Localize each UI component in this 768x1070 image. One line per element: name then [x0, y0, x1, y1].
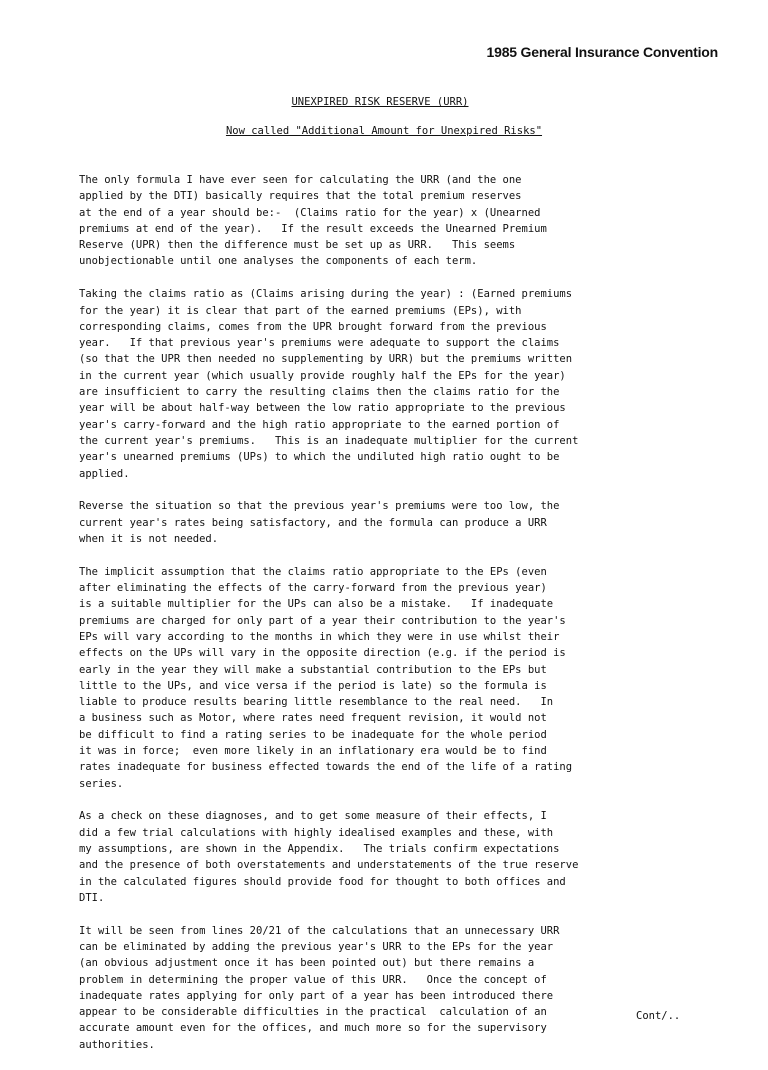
text-line: applied. [79, 467, 130, 480]
continuation-note: Cont/.. [636, 1010, 681, 1022]
convention-header: 1985 General Insurance Convention [486, 44, 718, 60]
text-line: appear to be considerable difficulties in the practical calculation of an [79, 1006, 547, 1019]
text-line: are insufficient to carry the resulting claims then the claims ratio for the [79, 386, 560, 399]
text-line: The implicit assumption that the claims ratio appropriate to the EPs (even [79, 565, 547, 578]
text-line: series. [79, 777, 124, 790]
text-line: applied by the DTI) basically requires that the total premium reserves [79, 190, 522, 203]
text-line: little to the UPs, and vice versa if the period is late) so the formula is [79, 679, 547, 692]
text-line: Reserve (UPR) then the difference must be set up as URR. This seems [79, 239, 516, 252]
text-line: Reverse the situation so that the previous year's premiums were too low, the [79, 500, 560, 513]
text-line: year's unearned premiums (UPs) to which the undiluted high ratio ought to be [79, 451, 560, 464]
text-line: a business such as Motor, where rates need frequent revision, it would not [79, 712, 547, 725]
paragraph [79, 498, 719, 547]
text-line: at the end of a year should be:- (Claims ratio for the year) x (Unearned [79, 206, 541, 219]
text-line: DTI. [79, 891, 105, 904]
document-title: UNEXPIRED RISK RESERVE (URR) [291, 96, 469, 108]
text-line: problem in determining the proper value of this URR. Once the concept of [79, 973, 547, 986]
document-body [79, 172, 719, 1070]
paragraph [79, 808, 719, 906]
text-line: be difficult to find a rating series to be inadequate for the whole period [79, 728, 547, 741]
text-line: (so that the UPR then needed no supplementing by URR) but the premiums written [79, 353, 573, 366]
text-line: rates inadequate for business effected towards the end of the life of a rating [79, 761, 573, 774]
text-line: early in the year they will make a substantial contribution to the EPs but [79, 663, 547, 676]
text-line: EPs will vary according to the months in which they were in use whilst their [79, 630, 560, 643]
text-line: Taking the claims ratio as (Claims arising during the year) : (Earned premiums [79, 288, 573, 301]
text-line: corresponding claims, comes from the UPR brought forward from the previous [79, 320, 547, 333]
document-subtitle: Now called "Additional Amount for Unexpired Risks" [225, 125, 543, 137]
text-line: for the year) it is clear that part of the earned premiums (EPs), with [79, 304, 522, 317]
text-line: year's carry-forward and the high ratio appropriate to the earned portion of [79, 418, 560, 431]
text-line: accurate amount even for the offices, and much more so for the supervisory [79, 1022, 547, 1035]
paragraph [79, 923, 719, 1053]
paragraph [79, 564, 719, 792]
text-line: It will be seen from lines 20/21 of the calculations that an unnecessary URR [79, 924, 560, 937]
paragraph [79, 172, 719, 270]
text-line: after eliminating the effects of the carry-forward from the previous year) [79, 582, 547, 595]
text-line: effects on the UPs will vary in the opposite direction (e.g. if the period is [79, 647, 566, 660]
text-line: liable to produce results bearing little resemblance to the real need. In [79, 696, 554, 709]
text-line: when it is not needed. [79, 532, 219, 545]
paragraph [79, 286, 719, 482]
text-line: premiums at end of the year). If the result exceeds the Unearned Premium [79, 222, 547, 235]
text-line: As a check on these diagnoses, and to get some measure of their effects, I [79, 810, 547, 823]
text-line: authorities. [79, 1038, 155, 1051]
text-line: year will be about half-way between the low ratio appropriate to the previous [79, 402, 566, 415]
text-line: and the presence of both overstatements and understatements of the true reserve [79, 859, 579, 872]
text-line: the current year's premiums. This is an inadequate multiplier for the current [79, 434, 579, 447]
text-line: unobjectionable until one analyses the components of each term. [79, 255, 478, 268]
text-line: The only formula I have ever seen for calculating the URR (and the one [79, 174, 522, 186]
text-line: it was in force; even more likely in an inflationary era would be to find [79, 745, 547, 757]
text-line: inadequate rates applying for only part of a year has been introduced there [79, 989, 554, 1002]
text-line: (an obvious adjustment once it has been pointed out) but there remains a [79, 957, 535, 970]
text-line: current year's rates being satisfactory, and the formula can produce a URR [79, 516, 547, 529]
text-line: can be eliminated by adding the previous year's URR to the EPs for the year [79, 940, 554, 953]
text-line: my assumptions, are shown in the Appendix. The trials confirm expectations [79, 842, 560, 855]
text-line: year. If that previous year's premiums were adequate to support the claims [79, 337, 560, 350]
text-line: in the current year (which usually provide roughly half the EPs for the year) [79, 369, 566, 382]
text-line: is a suitable multiplier for the UPs can also be a mistake. If inadequate [79, 598, 554, 611]
text-line: in the calculated figures should provide food for thought to both offices and [79, 875, 566, 888]
text-line: premiums are charged for only part of a year their contribution to the year's [79, 614, 566, 627]
text-line: did a few trial calculations with highly idealised examples and these, with [79, 826, 554, 839]
